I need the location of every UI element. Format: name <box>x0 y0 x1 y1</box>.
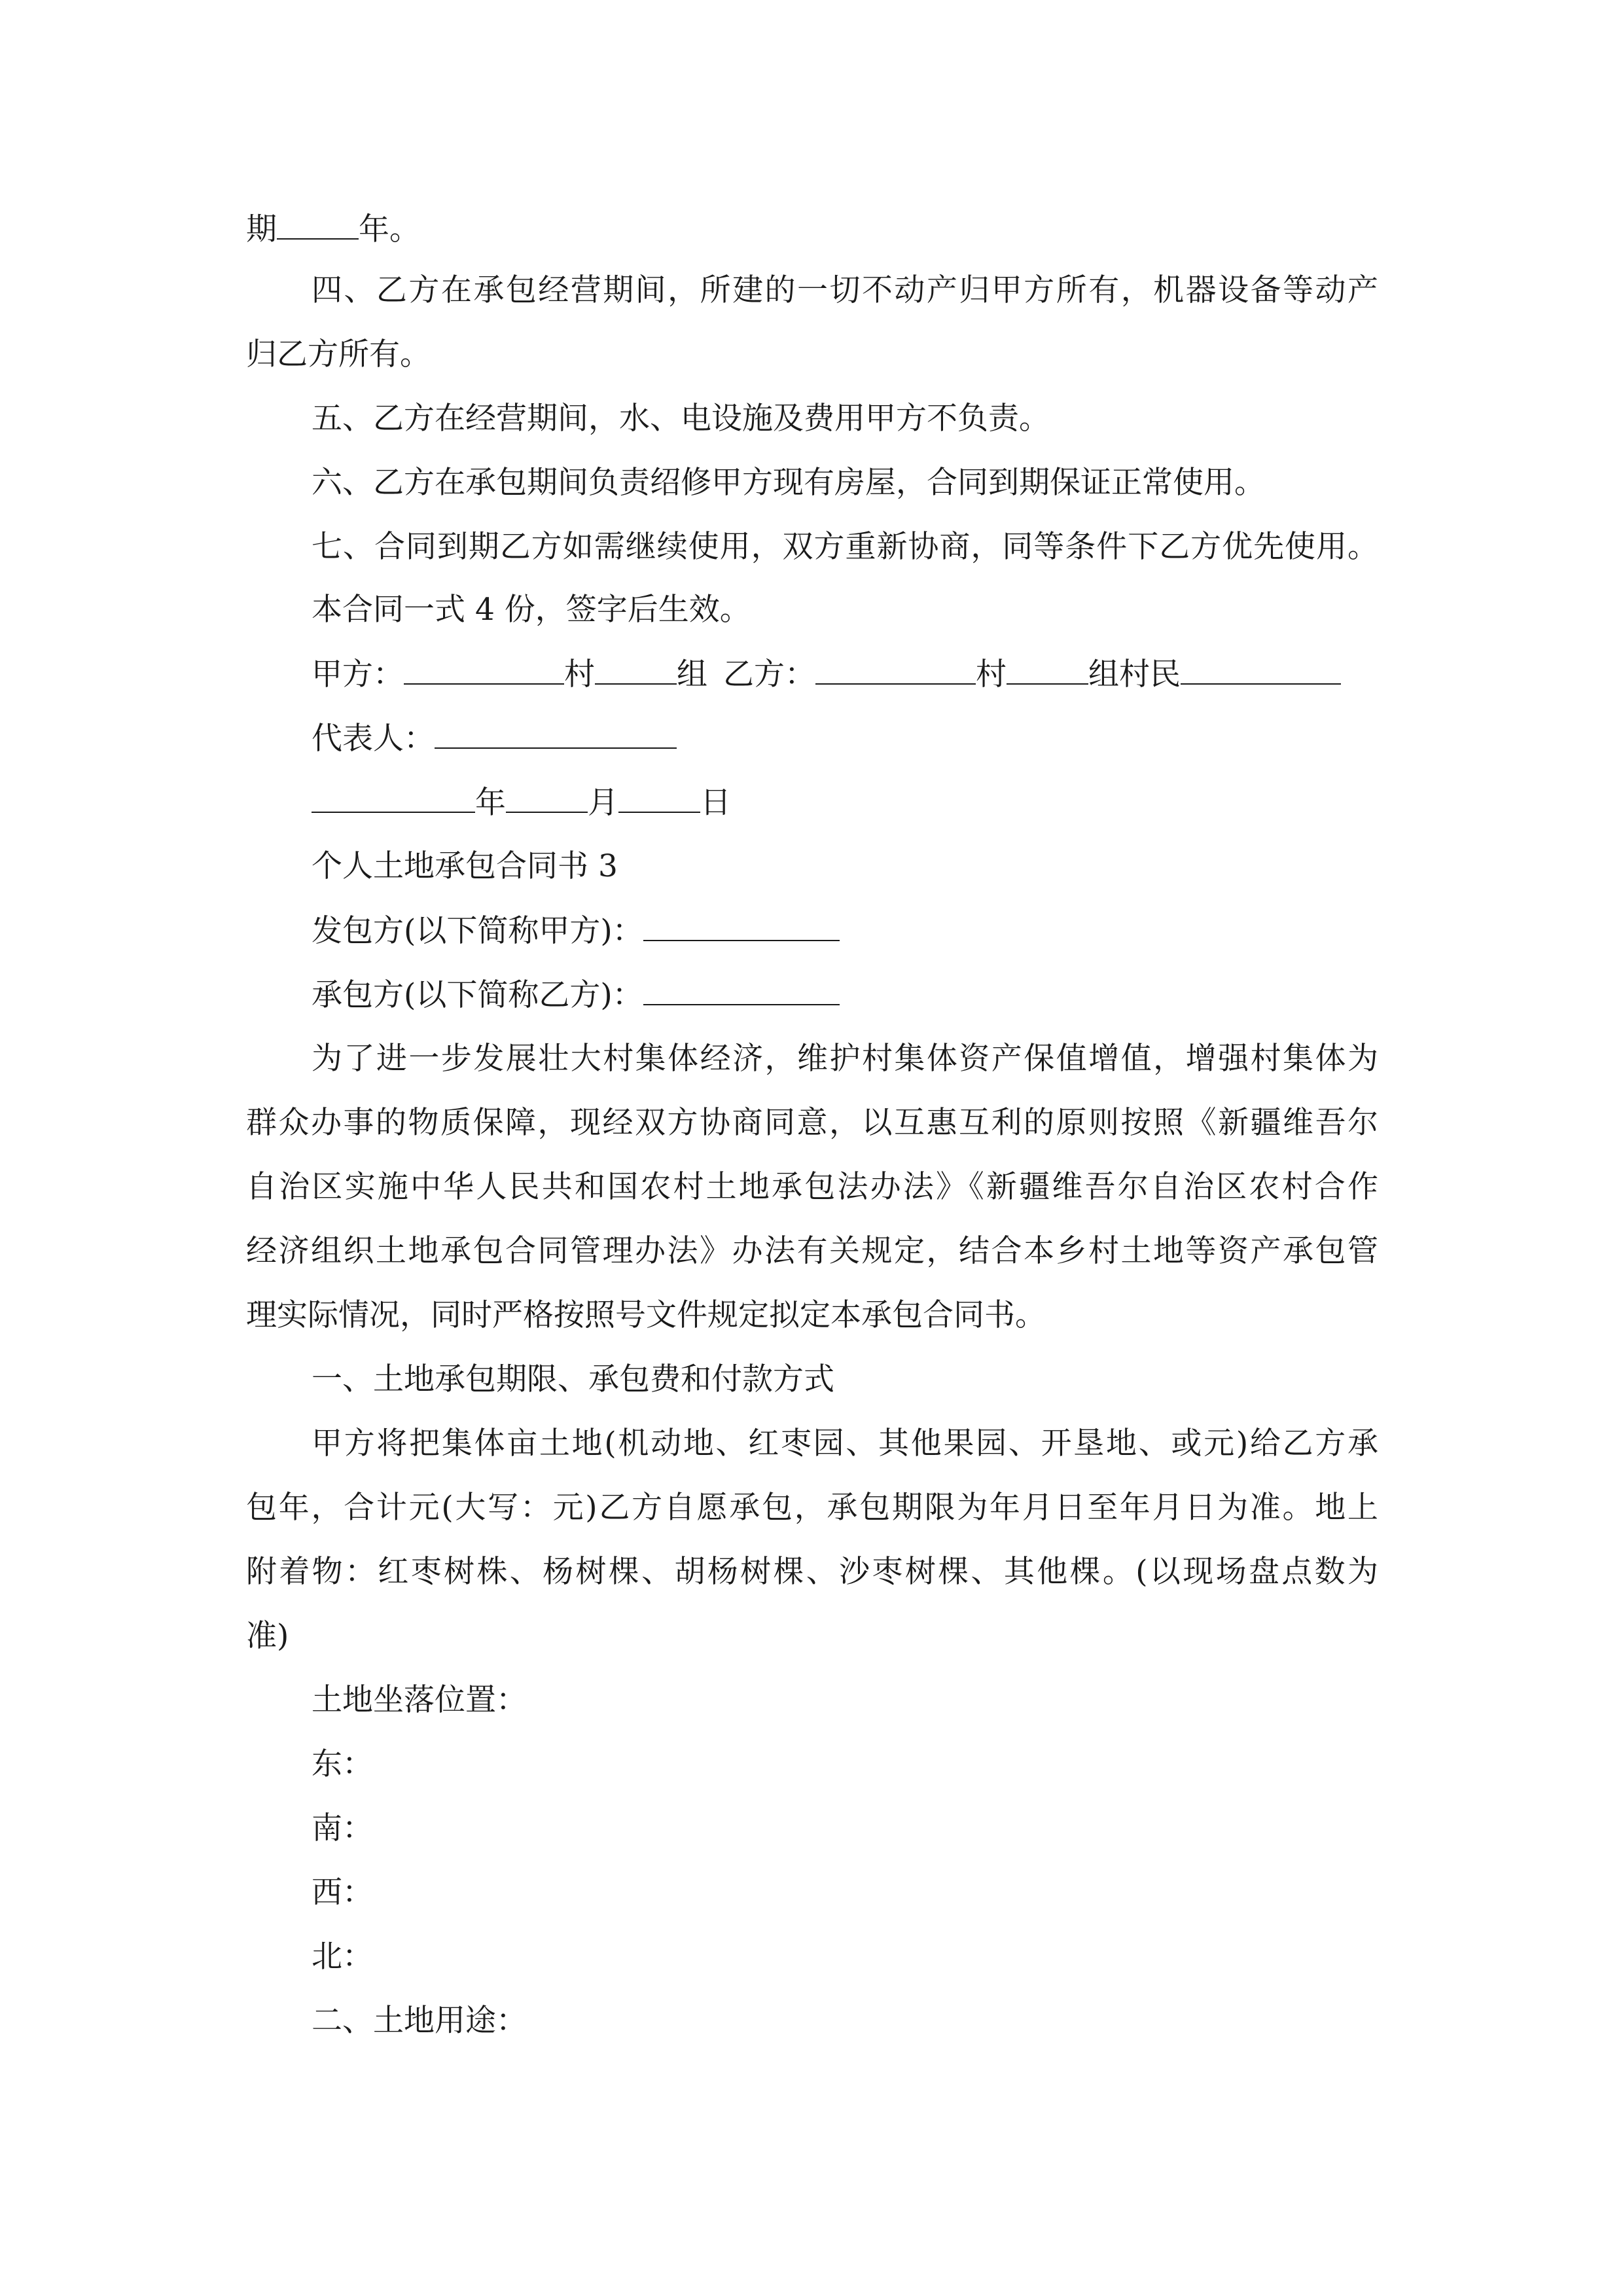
blank-underline <box>404 655 564 685</box>
paragraph-line: 理实际情况，同时严格按照号文件规定拟定本承包合同书。 <box>246 1297 1046 1333</box>
south-label: 南： <box>312 1810 373 1846</box>
party-b-label: 乙方： <box>723 656 815 692</box>
clause-5: 五、乙方在经营期间，水、电设施及费用甲方不负责。 <box>312 401 1050 437</box>
signature-line <box>312 655 1341 694</box>
representative-label: 代表人： <box>312 721 435 757</box>
paragraph-line: 甲方将把集体亩土地(机动地、红枣园、其他果园、开垦地、或元)给乙方承 <box>312 1426 1378 1462</box>
blank-underline <box>595 655 677 685</box>
text: 年。 <box>359 211 420 247</box>
representative-line <box>312 719 677 759</box>
contract-title: 个人土地承包合同书 3 <box>312 848 618 884</box>
text: 村 <box>976 656 1007 692</box>
issuer-line <box>312 911 840 951</box>
paragraph-line: 经济组织土地承包合同管理办法》办法有关规定，结合本乡村土地等资产承包管 <box>246 1233 1378 1269</box>
text: 日 <box>700 785 731 821</box>
blank-underline <box>435 719 677 749</box>
blank-underline <box>312 783 475 813</box>
blank-underline <box>277 209 359 240</box>
blank-underline <box>506 783 588 813</box>
north-label: 北： <box>312 1939 373 1975</box>
section-heading: 二、土地用途： <box>312 2003 527 2039</box>
text: 月 <box>588 785 618 821</box>
text: 组村民 <box>1088 656 1181 692</box>
blank-underline <box>1007 655 1088 685</box>
issuer-label: 发包方(以下简称甲方)： <box>312 913 643 949</box>
east-label: 东： <box>312 1746 373 1782</box>
party-a-label: 甲方： <box>312 656 404 692</box>
copies-note: 本合同一式 4 份，签字后生效。 <box>312 592 751 628</box>
text: 期 <box>246 211 277 247</box>
section-heading: 一、土地承包期限、承包费和付款方式 <box>312 1361 834 1397</box>
contractor-line <box>312 975 840 1015</box>
blank-underline <box>1181 655 1341 685</box>
clause-4: 四、乙方在承包经营期间，所建的一切不动产归甲方所有，机器设备等动产 <box>312 272 1378 308</box>
text: 年 <box>475 785 506 821</box>
clause-6: 六、乙方在承包期间负责绍修甲方现有房屋，合同到期保证正常使用。 <box>312 465 1265 501</box>
west-label: 西： <box>312 1874 373 1910</box>
paragraph-line: 准) <box>246 1618 289 1654</box>
blank-underline <box>815 655 976 685</box>
location-label: 土地坐落位置： <box>312 1682 527 1718</box>
contractor-label: 承包方(以下简称乙方)： <box>312 977 643 1013</box>
text: 村 <box>564 656 595 692</box>
paragraph-line: 自治区实施中华人民共和国农村土地承包法办法》《新疆维吾尔自治区农村合作 <box>246 1169 1378 1205</box>
paragraph-line: 群众办事的物质保障，现经双方协商同意，以互惠互利的原则按照《新疆维吾尔 <box>246 1105 1378 1141</box>
date-line <box>312 783 731 823</box>
paragraph-line: 包年，合计元(大写：元)乙方自愿承包，承包期限为年月日至年月日为准。地上 <box>246 1490 1378 1526</box>
blank-underline <box>618 783 700 813</box>
blank-underline <box>643 975 840 1005</box>
clause-7: 七、合同到期乙方如需继续使用，双方重新协商，同等条件下乙方优先使用。 <box>312 529 1378 565</box>
paragraph-line: 为了进一步发展壮大村集体经济，维护村集体资产保值增值，增强村集体为 <box>312 1041 1378 1077</box>
paragraph-line: 附着物：红枣树株、杨树棵、胡杨树棵、沙枣树棵、其他棵。(以现场盘点数为 <box>246 1554 1378 1590</box>
blank-underline <box>643 911 840 941</box>
text-line <box>246 209 420 249</box>
text: 组 <box>677 656 707 692</box>
clause-4-cont: 归乙方所有。 <box>246 336 431 372</box>
